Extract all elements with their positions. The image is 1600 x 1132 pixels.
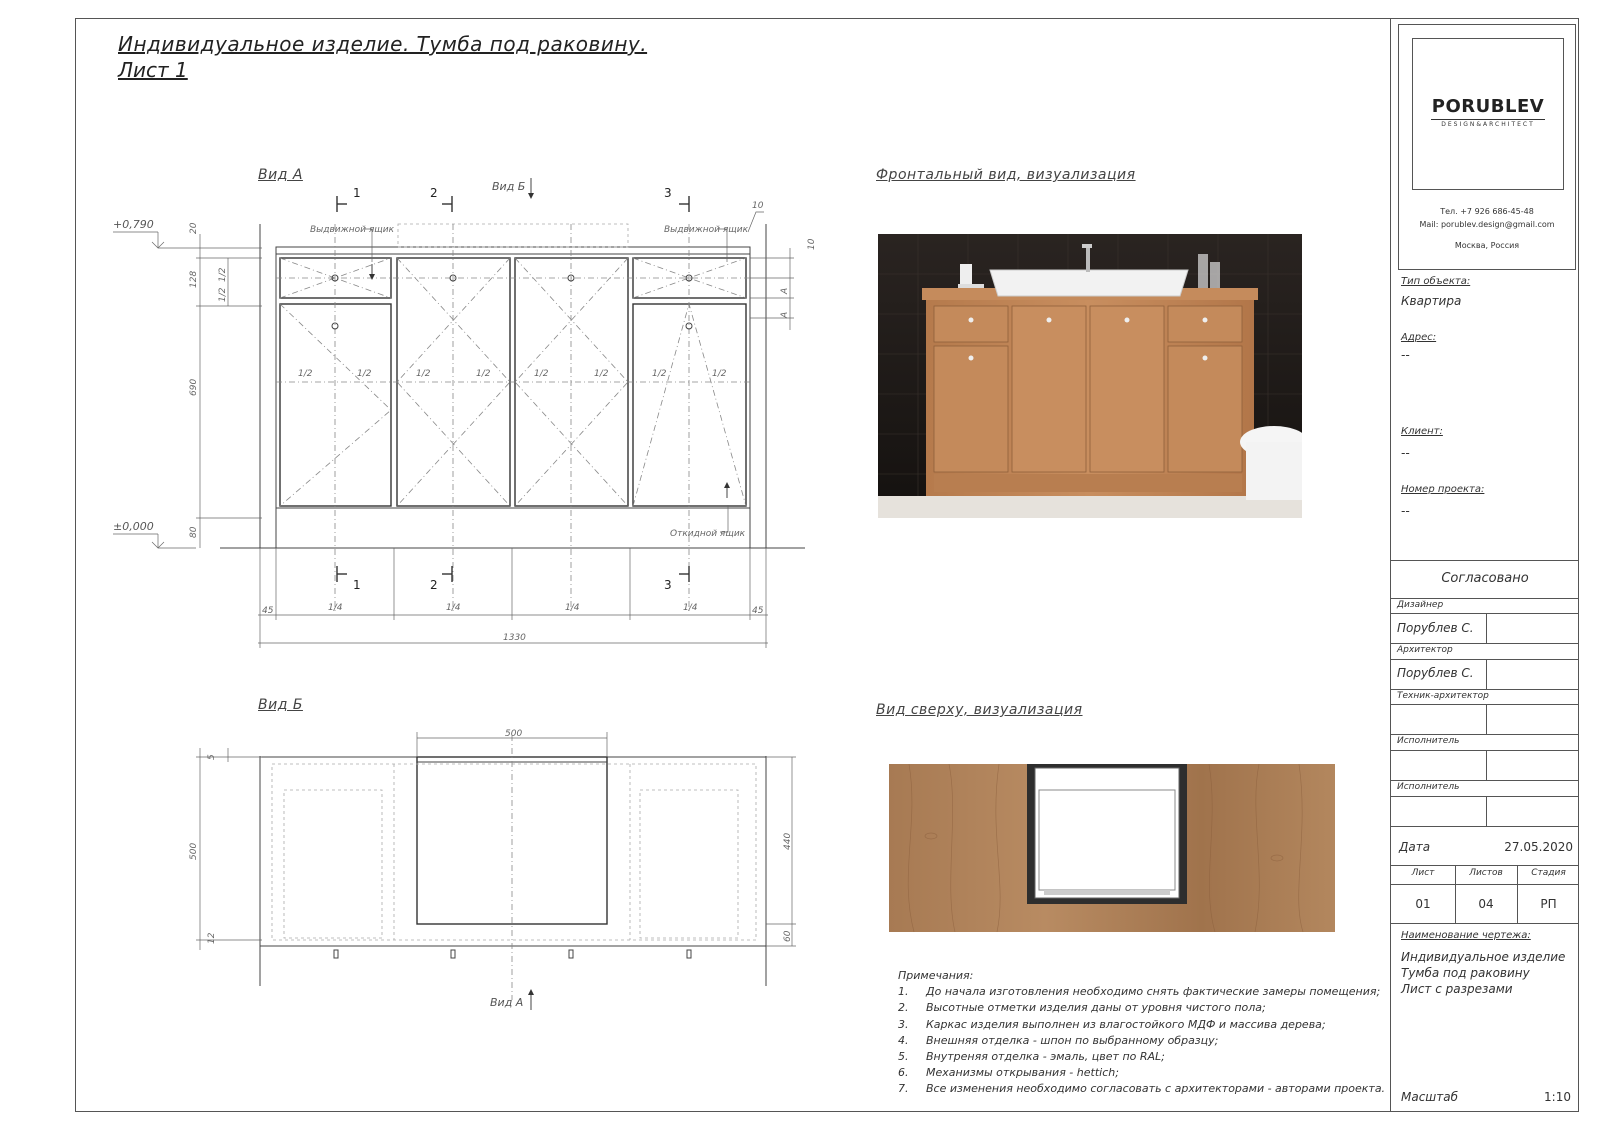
view-a-drawing bbox=[113, 178, 817, 648]
svg-text:10: 10 bbox=[807, 238, 817, 250]
section-mark-3-top bbox=[664, 186, 689, 212]
svg-text:2: 2 bbox=[430, 578, 438, 592]
svg-text:80: 80 bbox=[189, 526, 199, 538]
level-top-text: +0,790 bbox=[113, 218, 154, 231]
stage-label: Стадия bbox=[1531, 868, 1566, 878]
contact-phone: Тел. +7 926 686-45-48 bbox=[1440, 207, 1534, 216]
drawer-label-left: Выдвижной ящик bbox=[310, 225, 395, 235]
sheet-title: Индивидуальное изделие. Тумба под раковину. bbox=[118, 32, 648, 56]
svg-text:3: 3 bbox=[664, 186, 672, 200]
svg-text:128: 128 bbox=[189, 270, 199, 288]
svg-text:500: 500 bbox=[505, 729, 523, 739]
note-item: 7. Все изменения необходимо согласовать с архитекторами - авторами проекта. bbox=[898, 1082, 1386, 1096]
date-value: 27.05.2020 bbox=[1504, 840, 1573, 854]
svg-text:5: 5 bbox=[207, 754, 217, 760]
executor-label-2: Исполнитель bbox=[1397, 782, 1460, 792]
section-mark-2-top bbox=[430, 186, 452, 212]
view-b-marker: Вид Б bbox=[492, 180, 526, 193]
approved-header: Согласовано bbox=[1441, 571, 1529, 586]
svg-text:1330: 1330 bbox=[503, 633, 526, 643]
designer-value: Порублев С. bbox=[1397, 621, 1474, 635]
svg-text:1/2: 1/2 bbox=[218, 267, 228, 282]
note-item: 5. Внутреняя отделка - эмаль, цвет по RAL; bbox=[898, 1050, 1165, 1064]
section-mark-1-top bbox=[337, 186, 361, 212]
address-value: -- bbox=[1401, 348, 1410, 362]
contact-mail: Mail: porublev.design@gmail.com bbox=[1419, 220, 1555, 229]
sheet-label: Лист bbox=[1411, 868, 1435, 878]
sheet-number-title: Лист 1 bbox=[118, 58, 188, 82]
contact-city: Москва, Россия bbox=[1454, 241, 1520, 250]
client-value: -- bbox=[1401, 446, 1410, 460]
sheets-value: 04 bbox=[1478, 897, 1494, 911]
top-viz-label: Вид сверху, визуализация bbox=[876, 702, 1083, 718]
svg-text:1/2: 1/2 bbox=[476, 369, 491, 379]
architect-label: Архитектор bbox=[1397, 645, 1453, 655]
logo-subtitle: DESIGN&ARCHITECT bbox=[1441, 121, 1535, 128]
logo-divider bbox=[1431, 119, 1545, 120]
note-item: 3. Каркас изделия выполнен из влагостойкого МДФ и массива дерева; bbox=[898, 1017, 1326, 1031]
address-label: Адрес: bbox=[1401, 332, 1437, 343]
tech-architect-label: Техник-архитектор bbox=[1397, 691, 1489, 701]
section-mark-1-bottom bbox=[337, 566, 361, 592]
project-number-value: -- bbox=[1401, 504, 1410, 518]
notes-heading: Примечания: bbox=[898, 969, 974, 982]
client-label: Клиент: bbox=[1401, 426, 1443, 437]
svg-text:2: 2 bbox=[430, 186, 438, 200]
designer-label: Дизайнер bbox=[1397, 600, 1444, 610]
svg-text:A: A bbox=[780, 311, 790, 318]
drawer-label-right: Выдвижной ящик bbox=[664, 225, 749, 235]
title-block bbox=[1390, 18, 1579, 1112]
sheets-label: Листов bbox=[1469, 868, 1503, 878]
svg-text:A: A bbox=[780, 287, 790, 294]
svg-text:500: 500 bbox=[189, 842, 199, 860]
front-viz-label: Фронтальный вид, визуализация bbox=[876, 167, 1136, 183]
svg-text:1: 1 bbox=[353, 186, 361, 200]
date-label: Дата bbox=[1399, 840, 1431, 854]
svg-text:440: 440 bbox=[783, 832, 793, 850]
view-a-label: Вид А bbox=[258, 167, 303, 183]
note-item: 6. Механизмы открывания - hettich; bbox=[898, 1066, 1119, 1080]
front-visualization-image bbox=[878, 234, 1302, 518]
executor-label-1: Исполнитель bbox=[1397, 736, 1460, 746]
svg-text:690: 690 bbox=[189, 378, 199, 396]
top-visualization-image bbox=[889, 764, 1335, 932]
note-item: 4. Внешняя отделка - шпон по выбранному образцу; bbox=[898, 1033, 1219, 1047]
logo-name: PORUBLEV bbox=[1431, 96, 1545, 117]
section-mark-2-bottom bbox=[430, 566, 452, 592]
svg-text:10: 10 bbox=[752, 201, 764, 211]
drawing-name-line-2: Тумба под раковину bbox=[1401, 966, 1530, 980]
project-number-label: Номер проекта: bbox=[1401, 484, 1485, 495]
object-type-label: Тип объекта: bbox=[1401, 276, 1471, 287]
notes-block bbox=[898, 968, 1385, 1098]
svg-text:1/2: 1/2 bbox=[594, 369, 609, 379]
view-a-marker: Вид А bbox=[490, 996, 524, 1009]
drawing-name-line-1: Индивидуальное изделие bbox=[1401, 950, 1566, 964]
svg-text:45: 45 bbox=[752, 606, 764, 616]
level-zero-text: ±0,000 bbox=[113, 520, 154, 533]
sheet-value: 01 bbox=[1415, 897, 1431, 911]
svg-text:1/2: 1/2 bbox=[298, 369, 313, 379]
svg-text:1/2: 1/2 bbox=[652, 369, 667, 379]
svg-text:20: 20 bbox=[189, 222, 199, 234]
svg-text:45: 45 bbox=[262, 606, 274, 616]
svg-text:1/2: 1/2 bbox=[712, 369, 727, 379]
svg-text:1/2: 1/2 bbox=[416, 369, 431, 379]
architect-value: Порублев С. bbox=[1397, 666, 1474, 680]
technical-drawings bbox=[0, 0, 860, 1020]
svg-text:12: 12 bbox=[207, 932, 217, 944]
object-type-value: Квартира bbox=[1401, 294, 1462, 308]
svg-text:1: 1 bbox=[353, 578, 361, 592]
note-item: 1. До начала изготовления необходимо снять фактические замеры помещения; bbox=[898, 985, 1381, 999]
section-mark-3-bottom bbox=[664, 566, 689, 592]
logo bbox=[1412, 38, 1564, 190]
view-b-label: Вид Б bbox=[258, 697, 303, 713]
drawing-name-line-3: Лист с разрезами bbox=[1401, 982, 1513, 996]
drawing-name-label: Наименование чертежа: bbox=[1401, 930, 1531, 941]
view-b-drawing bbox=[189, 729, 796, 1010]
svg-text:3: 3 bbox=[664, 578, 672, 592]
note-item: 2. Высотные отметки изделия даны от уровня чистого пола; bbox=[898, 1001, 1266, 1015]
svg-text:1/2: 1/2 bbox=[357, 369, 372, 379]
svg-text:1/4: 1/4 bbox=[446, 603, 461, 613]
scale-value: 1:10 bbox=[1544, 1090, 1571, 1104]
svg-text:60: 60 bbox=[783, 930, 793, 942]
svg-text:1/4: 1/4 bbox=[683, 603, 698, 613]
svg-text:1/2: 1/2 bbox=[218, 287, 228, 302]
logo-area bbox=[1398, 24, 1576, 270]
scale-label: Масштаб bbox=[1401, 1090, 1459, 1104]
drawer-label-bottom: Откидной ящик bbox=[670, 529, 746, 539]
svg-text:1/4: 1/4 bbox=[565, 603, 580, 613]
svg-text:1/4: 1/4 bbox=[328, 603, 343, 613]
svg-text:1/2: 1/2 bbox=[534, 369, 549, 379]
stage-value: РП bbox=[1540, 897, 1557, 911]
